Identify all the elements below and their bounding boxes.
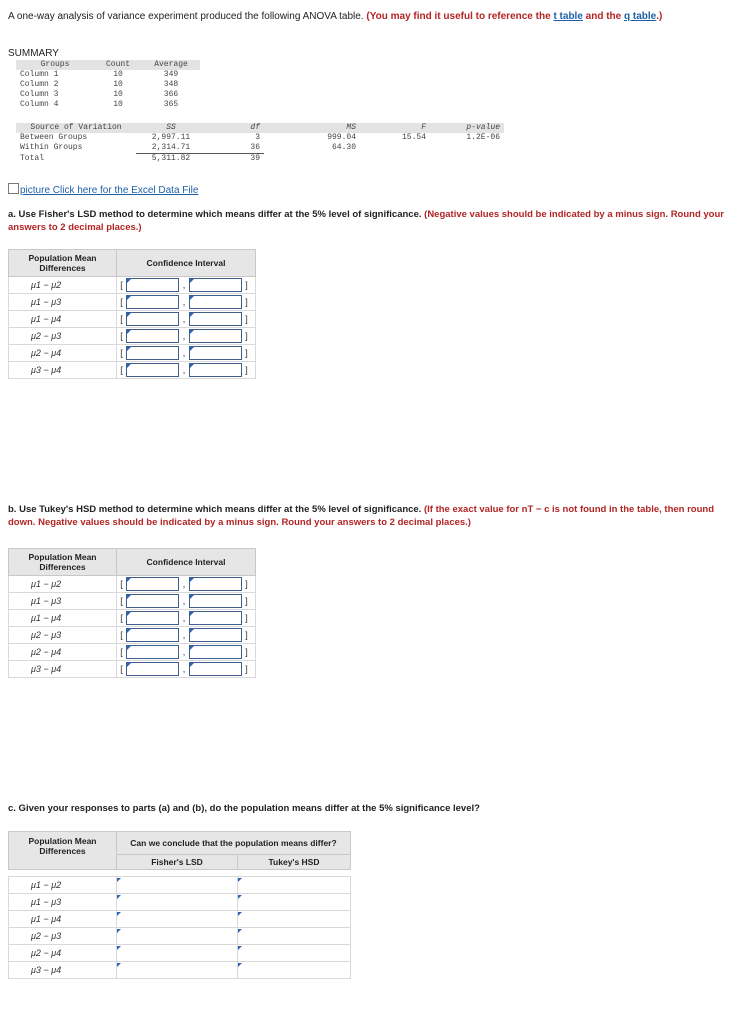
- fisher-dropdown[interactable]: [117, 912, 237, 927]
- part-b-upper-input[interactable]: [189, 577, 242, 591]
- summary-header-count: Count: [94, 60, 142, 70]
- summary-header-average: Average: [142, 60, 200, 70]
- broken-image-icon: [8, 183, 19, 194]
- anova-table: [16, 123, 504, 164]
- part-b-header-ci: Confidence Interval: [117, 549, 256, 576]
- part-a-table: [8, 249, 256, 379]
- part-c-header-fisher: Fisher's LSD: [117, 855, 238, 870]
- table-row: μ1 − μ2 [ , ]: [9, 277, 256, 294]
- anova-row: Within Groups 2,314.71 36 64.30: [20, 143, 356, 153]
- summary-header-groups: Groups: [16, 60, 94, 70]
- table-row: μ2 − μ4 [ , ]: [9, 345, 256, 362]
- part-a-upper-input[interactable]: [189, 329, 242, 343]
- summary-row: Column 4 10 365: [20, 100, 179, 109]
- part-a-upper-input[interactable]: [189, 312, 242, 326]
- anova-row: Total 5,311.82 39: [16, 154, 504, 165]
- table-row: μ1 − μ4 [ , ]: [9, 311, 256, 328]
- part-a-lower-input[interactable]: [126, 329, 179, 343]
- intro-text: A one-way analysis of variance experiment produced the following ANOVA table. (You may find it useful to reference the t table and the q table.): [8, 11, 663, 22]
- tukey-dropdown[interactable]: [238, 895, 350, 910]
- part-a-header-ci: Confidence Interval: [117, 250, 256, 277]
- summary-row: Column 1 10 349: [20, 70, 179, 79]
- table-row: μ1 − μ4: [9, 911, 351, 928]
- part-a-upper-input[interactable]: [189, 278, 242, 292]
- part-b-lower-input[interactable]: [126, 628, 179, 642]
- part-b-header-differences: Population Mean Differences: [9, 549, 117, 576]
- table-row: μ2 − μ3: [9, 928, 351, 945]
- part-b-upper-input[interactable]: [189, 611, 242, 625]
- table-row: μ1 − μ2: [9, 877, 351, 894]
- part-a-lower-input[interactable]: [126, 346, 179, 360]
- table-row: μ1 − μ3 [ , ]: [9, 294, 256, 311]
- summary-table: [16, 60, 200, 110]
- table-row: μ3 − μ4 [ , ]: [9, 362, 256, 379]
- tukey-dropdown[interactable]: [238, 878, 350, 893]
- tukey-dropdown[interactable]: [238, 912, 350, 927]
- anova-header-pvalue: p-value: [430, 123, 504, 133]
- part-a-question: a. Use Fisher's LSD method to determine which means differ at the 5% level of significance. (Negative values should be indicated by a minus sign. Round your answers to 2 decimal places.): [8, 209, 724, 233]
- q-table-link[interactable]: q table: [624, 11, 657, 22]
- part-b-lower-input[interactable]: [126, 594, 179, 608]
- part-a-upper-input[interactable]: [189, 346, 242, 360]
- fisher-dropdown[interactable]: [117, 929, 237, 944]
- part-a-lower-input[interactable]: [126, 295, 179, 309]
- part-a-header-differences: Population Mean Differences: [9, 250, 117, 277]
- table-row: μ2 − μ4 [ , ]: [9, 644, 256, 661]
- part-c-header-conclude: Can we conclude that the population means differ?: [117, 832, 351, 855]
- anova-header-ss: SS: [136, 123, 206, 133]
- summary-row: Column 2 10 348: [20, 80, 179, 89]
- table-row: μ1 − μ2 [ , ]: [9, 576, 256, 593]
- table-row: μ2 − μ4: [9, 945, 351, 962]
- anova-header-source: Source of Variation: [16, 123, 136, 133]
- anova-header-f: F: [360, 123, 430, 133]
- anova-header-ms: MS: [264, 123, 360, 133]
- part-b-lower-input[interactable]: [126, 577, 179, 591]
- part-b-upper-input[interactable]: [189, 645, 242, 659]
- table-row: μ3 − μ4 [ , ]: [9, 661, 256, 678]
- tukey-dropdown[interactable]: [238, 946, 350, 961]
- summary-title: SUMMARY: [8, 48, 59, 59]
- table-row: μ2 − μ3 [ , ]: [9, 627, 256, 644]
- table-row: μ1 − μ4 [ , ]: [9, 610, 256, 627]
- part-a-lower-input[interactable]: [126, 363, 179, 377]
- table-row: μ1 − μ3: [9, 894, 351, 911]
- part-c-header-differences: Population Mean Differences: [9, 832, 117, 870]
- part-b-lower-input[interactable]: [126, 662, 179, 676]
- part-b-lower-input[interactable]: [126, 611, 179, 625]
- part-a-upper-input[interactable]: [189, 295, 242, 309]
- part-c-header-tukey: Tukey's HSD: [238, 855, 351, 870]
- anova-header-df: df: [206, 123, 264, 133]
- table-row: μ3 − μ4: [9, 962, 351, 979]
- part-b-table: [8, 548, 256, 678]
- table-row: μ1 − μ3 [ , ]: [9, 593, 256, 610]
- excel-data-link[interactable]: picture Click here for the Excel Data File: [8, 183, 198, 196]
- part-b-lower-input[interactable]: [126, 645, 179, 659]
- fisher-dropdown[interactable]: [117, 895, 237, 910]
- part-b-upper-input[interactable]: [189, 628, 242, 642]
- part-b-upper-input[interactable]: [189, 662, 242, 676]
- part-b-question: b. Use Tukey's HSD method to determine which means differ at the 5% level of significance. (If the exact value for nT − c is not found in the table, then round down. Negative values should be indicated by a minus sign. Round your answers to 2 decimal places.): [8, 504, 715, 528]
- t-table-link[interactable]: t table: [553, 11, 583, 22]
- tukey-dropdown[interactable]: [238, 963, 350, 978]
- fisher-dropdown[interactable]: [117, 946, 237, 961]
- anova-row: Between Groups 2,997.11 3 999.04 15.54 1.2E-06: [20, 133, 500, 142]
- fisher-dropdown[interactable]: [117, 963, 237, 978]
- table-row: μ2 − μ3 [ , ]: [9, 328, 256, 345]
- part-c-table: [8, 831, 351, 979]
- part-a-lower-input[interactable]: [126, 312, 179, 326]
- summary-row: Column 3 10 366: [20, 90, 179, 99]
- part-c-question: c. Given your responses to parts (a) and (b), do the population means differ at the 5% significance level?: [8, 803, 480, 814]
- part-a-lower-input[interactable]: [126, 278, 179, 292]
- part-b-upper-input[interactable]: [189, 594, 242, 608]
- part-a-upper-input[interactable]: [189, 363, 242, 377]
- fisher-dropdown[interactable]: [117, 878, 237, 893]
- tukey-dropdown[interactable]: [238, 929, 350, 944]
